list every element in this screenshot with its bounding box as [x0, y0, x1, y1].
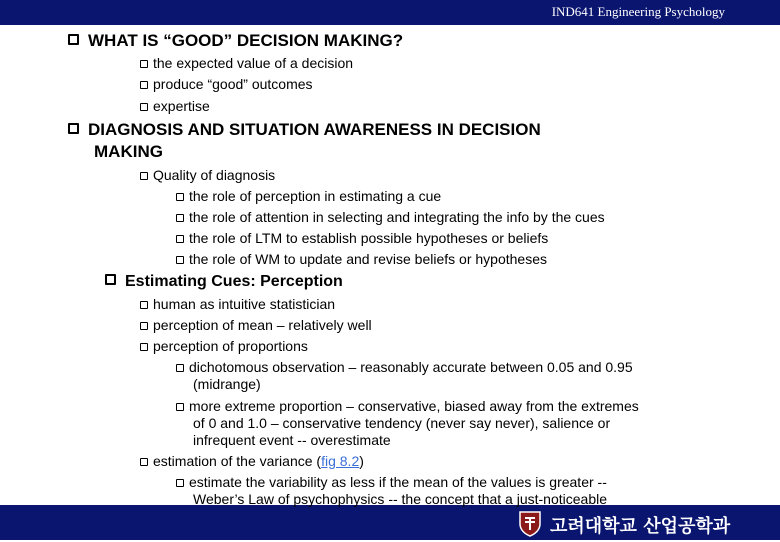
checkbox-bullet-icon	[68, 34, 79, 45]
list-item-text: infrequent event -- overestimate	[193, 432, 391, 448]
list-item	[176, 230, 548, 247]
checkbox-bullet-icon	[140, 172, 148, 180]
list-item-text: the role of attention in selecting and integrating the info by the cues	[189, 209, 605, 225]
heading-estimating-cues	[105, 272, 343, 292]
list-item-text: dichotomous observation – reasonably accurate between 0.05 and 0.95	[189, 359, 633, 375]
list-item-text: Weber’s Law of psychophysics -- the concept that a just-noticeable	[193, 491, 607, 507]
checkbox-bullet-icon	[140, 343, 148, 351]
heading-good-decision	[68, 30, 403, 52]
checkbox-bullet-icon	[176, 479, 184, 487]
heading-diagnosis	[68, 119, 541, 141]
list-item	[176, 398, 639, 415]
checkbox-bullet-icon	[140, 301, 148, 309]
list-item	[176, 188, 441, 205]
list-item	[140, 55, 353, 72]
list-item-text: more extreme proportion – conservative, biased away from the extremes	[189, 398, 639, 414]
checkbox-bullet-icon	[140, 458, 148, 466]
list-item	[140, 296, 335, 313]
list-item-text: estimation of the variance (	[153, 453, 322, 469]
checkbox-bullet-icon	[105, 274, 116, 285]
list-item	[140, 453, 364, 470]
heading-diagnosis-continued	[94, 141, 163, 163]
figure-link[interactable]: fig 8.2	[321, 453, 360, 469]
header-bar	[0, 0, 780, 25]
list-item	[140, 167, 275, 184]
list-item	[176, 359, 633, 376]
heading-text: MAKING	[94, 142, 163, 161]
list-item-text: )	[359, 453, 364, 469]
list-item	[176, 251, 547, 268]
list-item-text: the role of perception in estimating a cue	[189, 188, 442, 204]
list-item-text: the role of LTM to establish possible hypotheses or beliefs	[189, 230, 549, 246]
list-item-text: the expected value of a decision	[153, 55, 354, 71]
heading-text: WHAT IS “GOOD” DECISION MAKING?	[88, 31, 404, 50]
list-item	[140, 98, 210, 115]
list-item	[140, 317, 372, 334]
university-name: 고려대학교 산업공학과	[550, 516, 731, 537]
checkbox-bullet-icon	[176, 403, 184, 411]
university-crest-icon	[516, 509, 544, 537]
list-item-text: (midrange)	[193, 376, 261, 392]
checkbox-bullet-icon	[140, 60, 148, 68]
list-item-continuation	[193, 491, 607, 508]
list-item	[140, 76, 313, 93]
checkbox-bullet-icon	[176, 256, 184, 264]
checkbox-bullet-icon	[176, 364, 184, 372]
checkbox-bullet-icon	[140, 81, 148, 89]
checkbox-bullet-icon	[176, 214, 184, 222]
course-title: IND641 Engineering Psychology	[551, 4, 725, 19]
list-item-continuation	[193, 376, 261, 393]
list-item	[140, 338, 308, 355]
list-item-text: expertise	[153, 98, 210, 114]
list-item-text: the role of WM to update and revise beliefs or hypotheses	[189, 251, 547, 267]
list-item	[176, 474, 607, 491]
list-item-text: produce “good” outcomes	[153, 76, 313, 92]
list-item-text: estimate the variability as less if the mean of the values is greater --	[189, 474, 607, 490]
heading-text: Estimating Cues: Perception	[125, 273, 343, 290]
list-item-continuation	[193, 415, 610, 432]
heading-text: DIAGNOSIS AND SITUATION AWARENESS IN DECISION	[88, 120, 541, 139]
list-item-text: of 0 and 1.0 – conservative tendency (never say never), salience or	[193, 415, 611, 431]
list-item-text: perception of proportions	[153, 338, 308, 354]
list-item	[176, 209, 605, 226]
checkbox-bullet-icon	[140, 322, 148, 330]
list-item-text: Quality of diagnosis	[153, 167, 276, 183]
list-item-text: perception of mean – relatively well	[153, 317, 372, 333]
checkbox-bullet-icon	[68, 123, 79, 134]
checkbox-bullet-icon	[176, 193, 184, 201]
list-item-text: human as intuitive statistician	[153, 296, 336, 312]
list-item-continuation	[193, 432, 391, 449]
checkbox-bullet-icon	[140, 103, 148, 111]
checkbox-bullet-icon	[176, 235, 184, 243]
